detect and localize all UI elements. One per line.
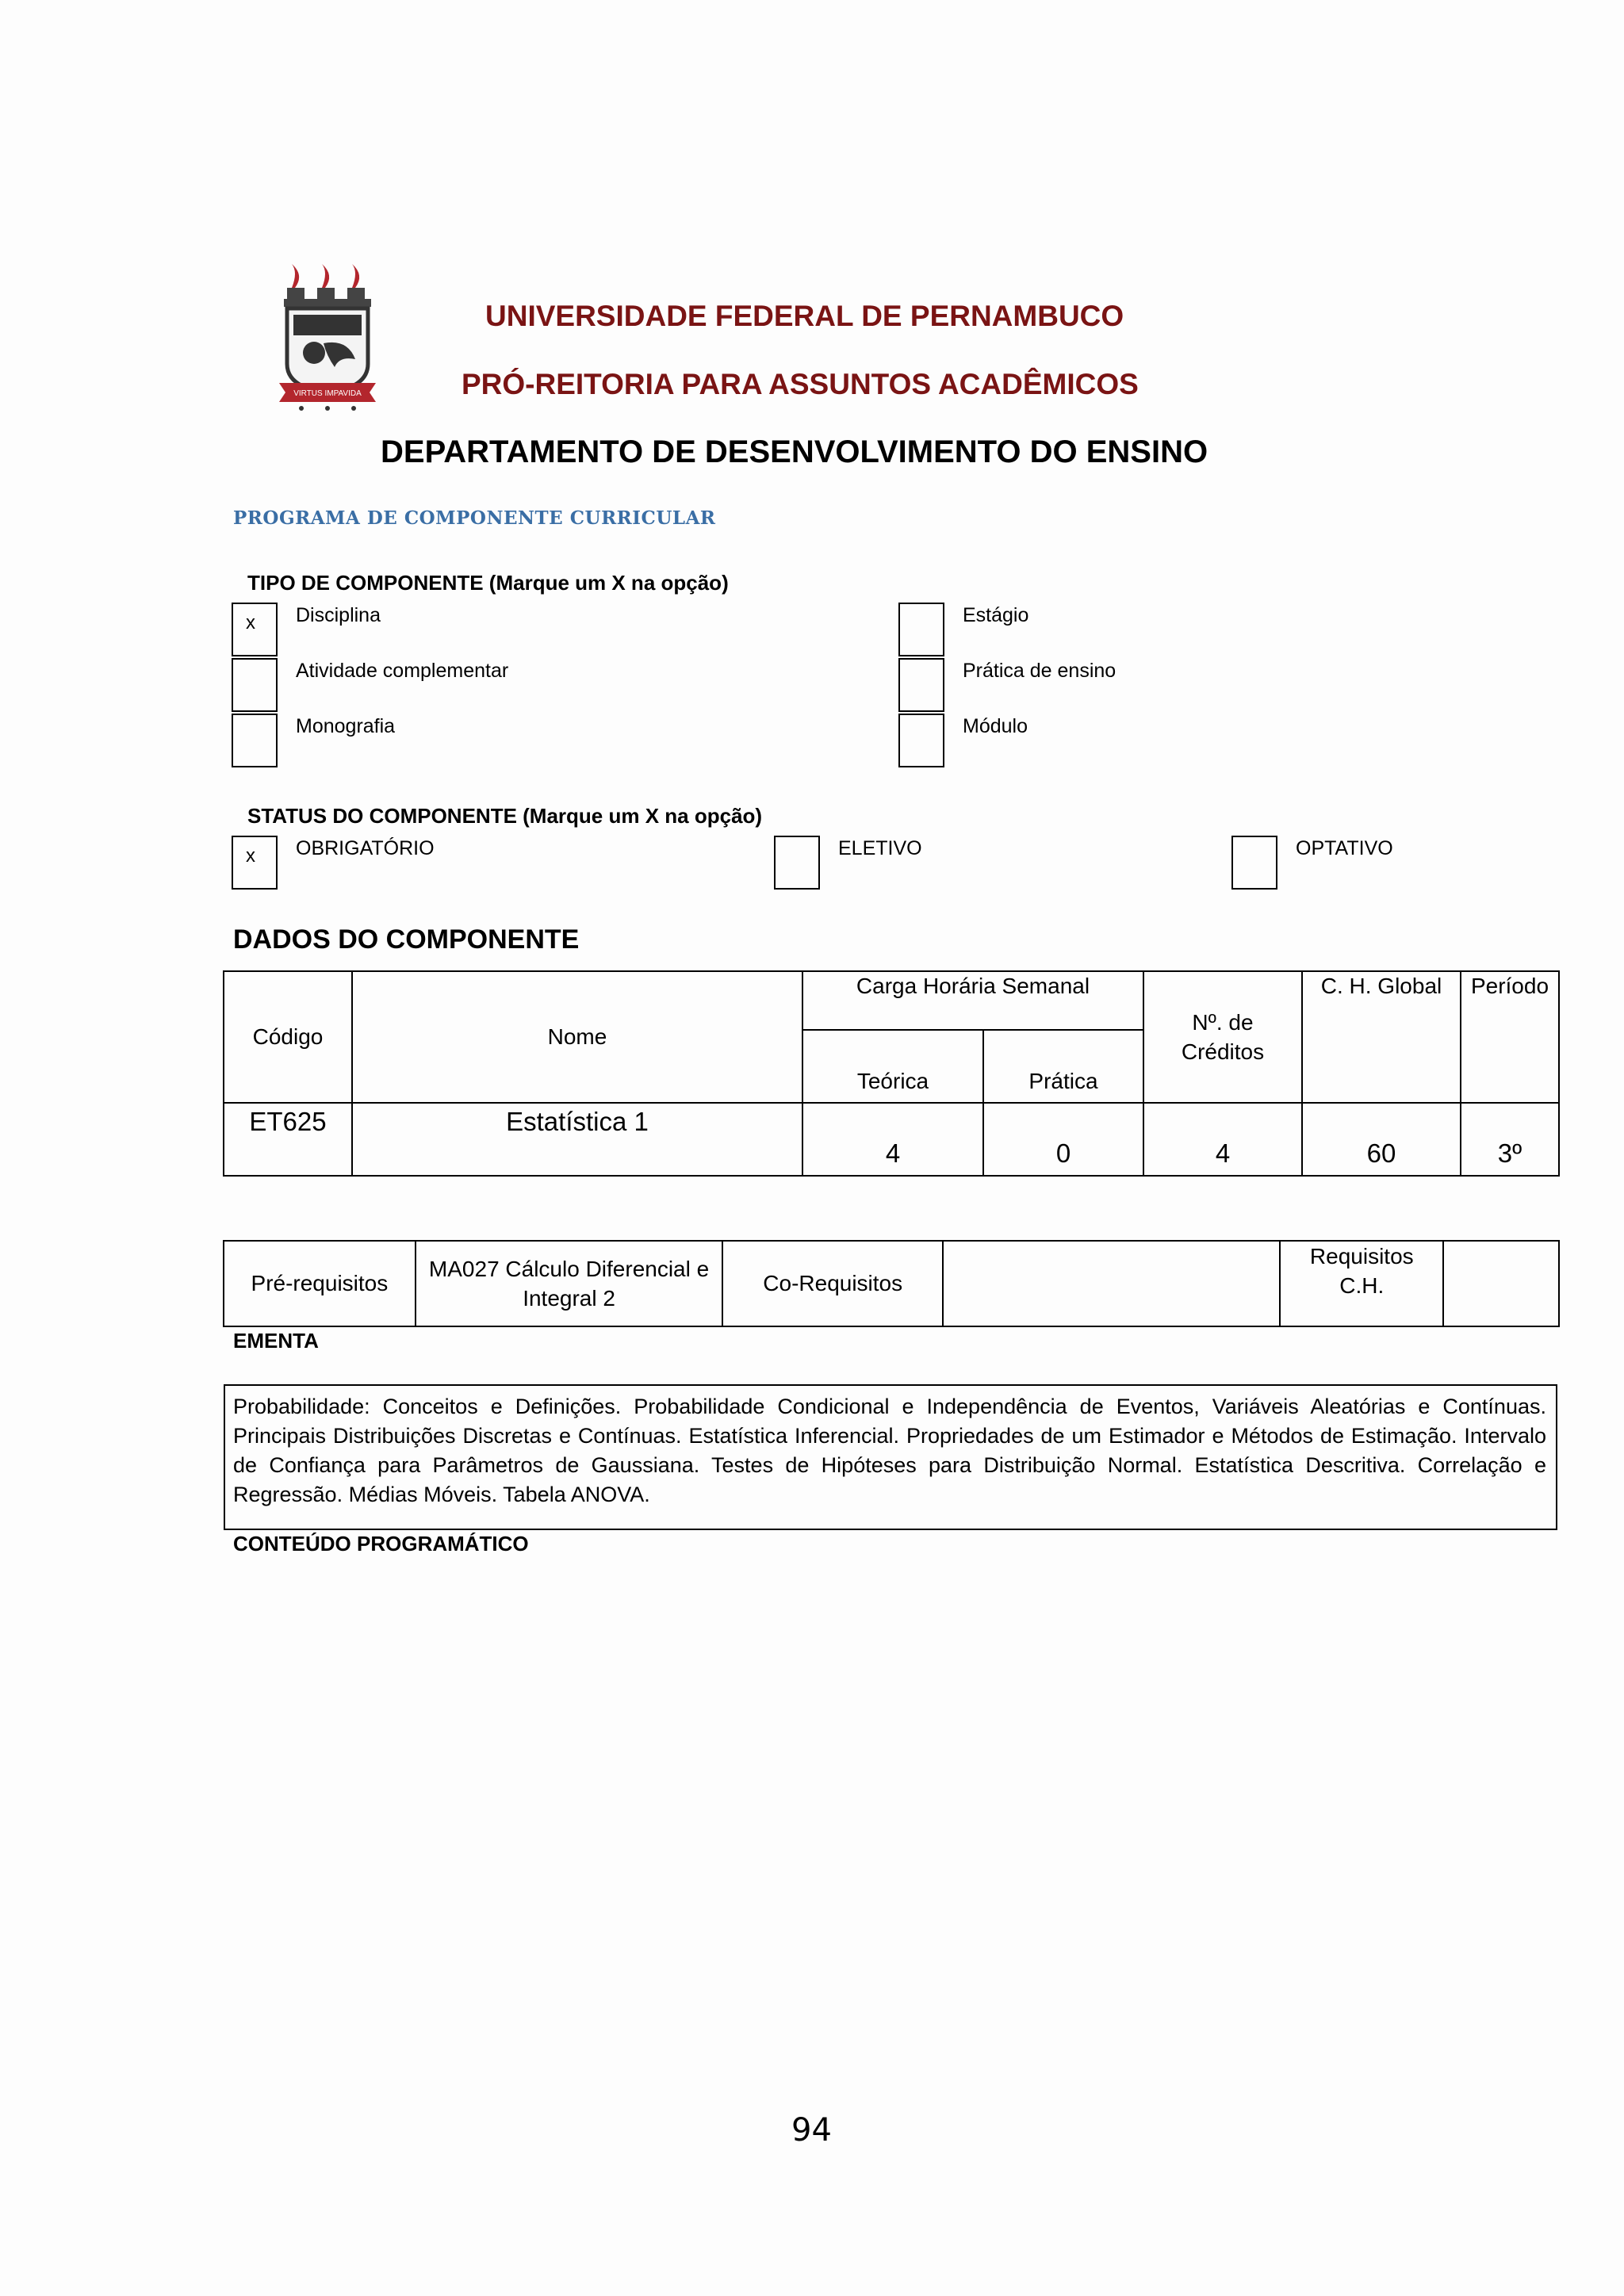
label-obrigatorio: OBRIGATÓRIO [296, 837, 435, 859]
checkbox-atividade-complementar[interactable] [232, 658, 278, 712]
header-nome: Nome [352, 971, 802, 1103]
tipo-title: TIPO DE COMPONENTE (Marque um X na opção) [247, 571, 729, 595]
checkbox-monografia[interactable] [232, 714, 278, 767]
header-ch-global: C. H. Global [1302, 971, 1461, 1103]
label-atividade-complementar: Atividade complementar [296, 660, 509, 682]
checkbox-disciplina[interactable]: x [232, 603, 278, 656]
cell-creditos: 4 [1143, 1103, 1302, 1176]
label-disciplina: Disciplina [296, 604, 381, 626]
header-pratica: Prática [983, 1030, 1143, 1103]
label-eletivo: ELETIVO [838, 837, 922, 859]
header-teorica: Teórica [802, 1030, 983, 1103]
pre-requisitos-label: Pré-requisitos [224, 1241, 416, 1326]
cell-periodo: 3º [1461, 1103, 1559, 1176]
cell-pratica: 0 [983, 1103, 1143, 1176]
dados-title: DADOS DO COMPONENTE [233, 924, 580, 955]
pre-requisitos-value: MA027 Cálculo Diferencial e Integral 2 [416, 1241, 723, 1326]
checkbox-estagio[interactable] [898, 603, 944, 656]
checkbox-modulo[interactable] [898, 714, 944, 767]
header-creditos: Nº. de Créditos [1143, 971, 1302, 1103]
header-periodo: Período [1461, 971, 1559, 1103]
university-logo [278, 264, 377, 411]
checkbox-pratica-de-ensino[interactable] [898, 658, 944, 712]
label-estagio: Estágio [963, 604, 1029, 626]
co-requisitos-label: Co-Requisitos [722, 1241, 943, 1326]
requisitos-ch-value [1443, 1241, 1559, 1326]
conteudo-title: CONTEÚDO PROGRAMÁTICO [233, 1532, 529, 1556]
requisitos-ch-label: Requisitos C.H. [1280, 1241, 1443, 1326]
cell-nome: Estatística 1 [352, 1103, 802, 1176]
svg-text:VIRTUS IMPAVIDA: VIRTUS IMPAVIDA [293, 389, 362, 398]
co-requisitos-value [943, 1241, 1280, 1326]
dados-table [223, 970, 1560, 1177]
header-carga-horaria: Carga Horária Semanal [802, 971, 1143, 1030]
checkbox-obrigatorio[interactable]: x [232, 836, 278, 890]
label-pratica-de-ensino: Prática de ensino [963, 660, 1116, 682]
ementa-text: Probabilidade: Conceitos e Definições. Probabilidade Condicional e Independência de Eventos, Variáveis Aleatórias e Contínuas. Principais Distribuições Discretas e Contínuas. Estatística Inferencial. Propriedades de um Estimador e Métodos de Estimação. Intervalo de Confiança para Parâmetros de Gaussiana. Testes de Hipóteses para Distribuição Normal. Estatística Descritiva. Correlação e Regressão. Médias Móveis. Tabela ANOVA. [224, 1384, 1557, 1530]
ementa-title: EMENTA [233, 1329, 319, 1353]
label-monografia: Monografia [296, 715, 396, 737]
cell-codigo: ET625 [224, 1103, 352, 1176]
cell-ch-global: 60 [1302, 1103, 1461, 1176]
program-title: PROGRAMA DE COMPONENTE CURRICULAR [233, 507, 716, 529]
university-name: UNIVERSIDADE FEDERAL DE PERNAMBUCO [485, 300, 1124, 332]
checkbox-eletivo[interactable] [774, 836, 820, 890]
label-optativo: OPTATIVO [1296, 837, 1393, 859]
department-name: DEPARTAMENTO DE DESENVOLVIMENTO DO ENSINO [381, 434, 1208, 469]
checkbox-optativo[interactable] [1231, 836, 1277, 890]
requisitos-table [223, 1240, 1560, 1327]
label-modulo: Módulo [963, 715, 1028, 737]
status-title: STATUS DO COMPONENTE (Marque um X na opção) [247, 804, 763, 828]
page-number: 94 [791, 2112, 832, 2149]
cell-teorica: 4 [802, 1103, 983, 1176]
pro-reitoria-name: PRÓ-REITORIA PARA ASSUNTOS ACADÊMICOS [462, 368, 1139, 400]
header-codigo: Código [224, 971, 352, 1103]
